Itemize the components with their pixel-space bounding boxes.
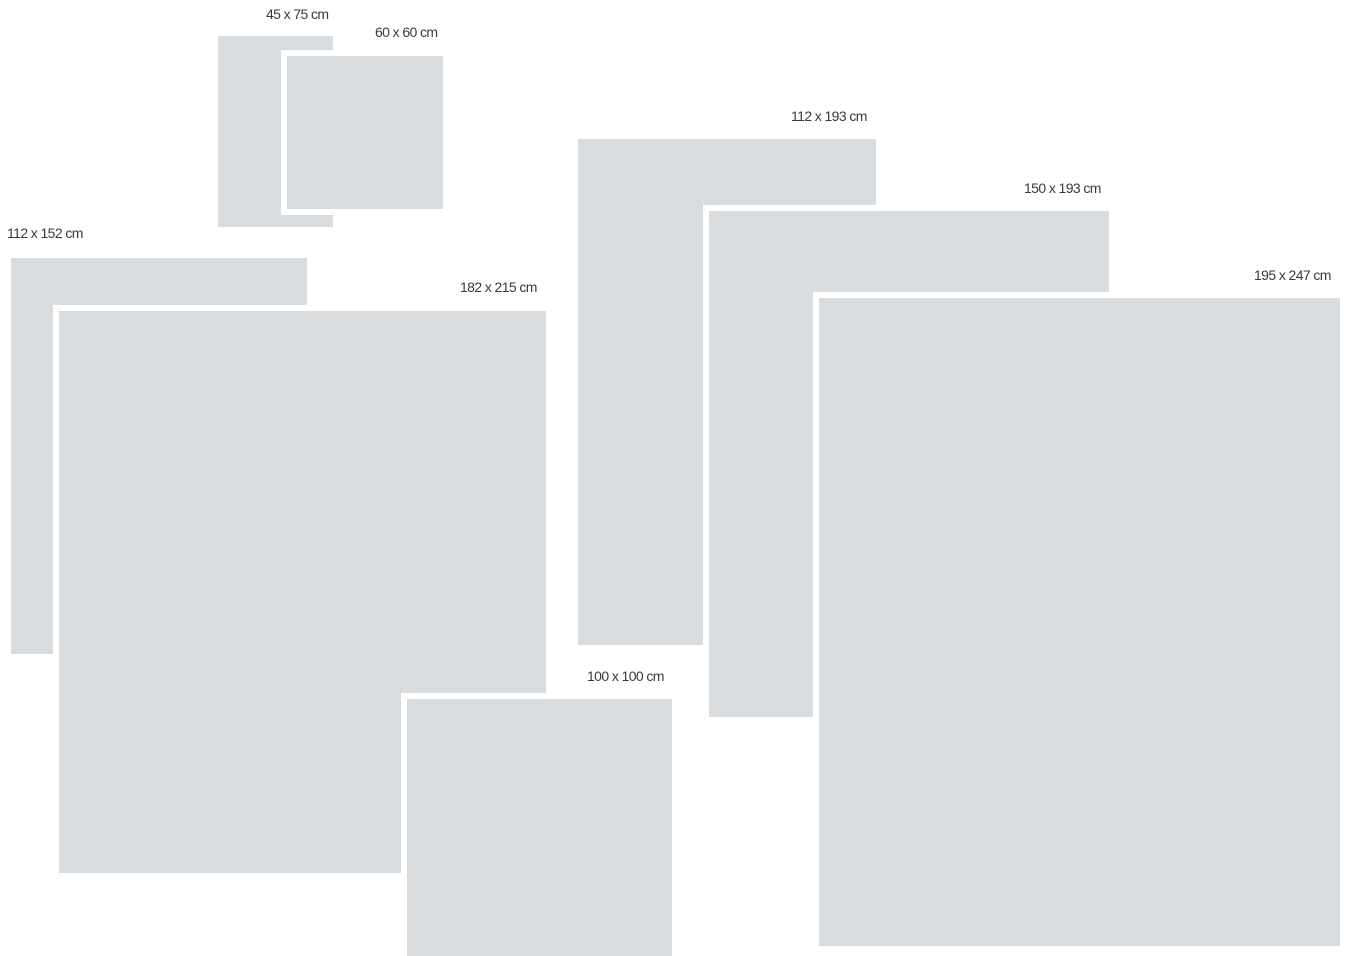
swatch-60x60 bbox=[287, 56, 443, 209]
label-112x152: 112 x 152 cm bbox=[7, 225, 83, 241]
label-60x60: 60 x 60 cm bbox=[375, 24, 438, 40]
swatch-100x100 bbox=[407, 699, 672, 956]
swatch-195x247 bbox=[819, 298, 1340, 946]
label-112x193: 112 x 193 cm bbox=[791, 108, 867, 124]
label-150x193: 150 x 193 cm bbox=[1024, 180, 1101, 196]
label-45x75: 45 x 75 cm bbox=[266, 6, 329, 22]
label-182x215: 182 x 215 cm bbox=[460, 279, 537, 295]
label-195x247: 195 x 247 cm bbox=[1254, 267, 1331, 283]
label-100x100: 100 x 100 cm bbox=[587, 668, 664, 684]
